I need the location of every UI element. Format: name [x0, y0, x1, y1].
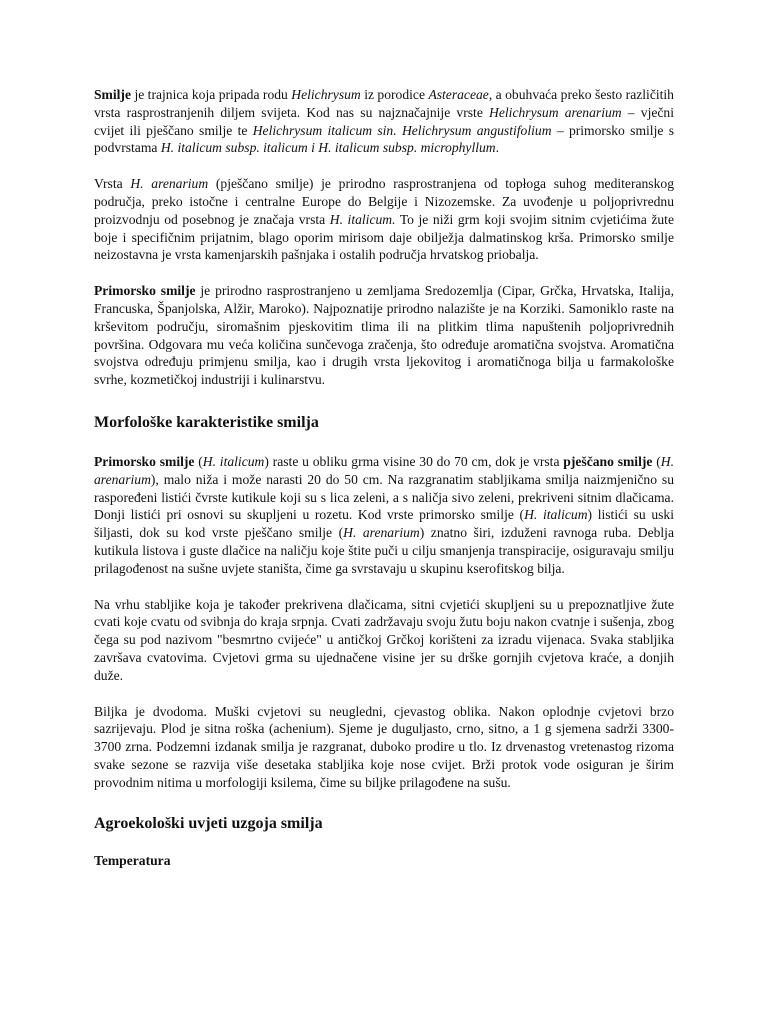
- text-run: (: [652, 453, 661, 469]
- species-name: H. arenarium: [343, 525, 420, 541]
- text-run: – vječni cvijet ili pješčano smilje te: [94, 104, 674, 138]
- term-pjescano-smilje: pješčano smilje: [563, 453, 653, 469]
- document-body: [94, 86, 674, 870]
- text-run: ) listići su uski šiljasti, dok su kod vrste pješčano smilje (: [94, 507, 674, 541]
- term-primorsko-smilje: Primorsko smilje: [94, 453, 195, 469]
- term-smilje: Smilje: [94, 87, 131, 102]
- paragraph-morphology: [94, 453, 674, 578]
- paragraph-intro: [94, 86, 674, 157]
- species-name: Helichrysum italicum sin. Helichrysum angustifolium: [252, 122, 552, 138]
- text-run: To je niži grm koji svojim sitnim cvjetićima žute boje i specifičnim prijatnim, blago oporim mirisom daje obilježja dalmatinskog krša. Primorsko smilje neizostavna je vrsta kamenjarskih pašnjaka i ostalih područja hrvatskog priobalja.: [94, 211, 674, 263]
- text-run: je prirodno rasprostranjeno u zemljama Sredozemlja (Cipar, Grčka, Hrvatska, Italija, Francuska, Španjolska, Alžir, Maroko). Najpoznatije prirodno nalazište je na Korziki. Samoniklo raste na krševitom području, siromašnim pjeskovitim tlima ili na plitkim tlima napuštenih poljoprivrednih površina. Odgovara mu veća količina sunčevoga zračenja, što određuje aromatična svojstva. Aromatična svojstva određuju primjenu smilja, kao i drugih vrsta ljekovitog i aromatičnoga bilja u farmakološke svrhe, kozmetičkoj industriji i kulinarstvu.: [94, 283, 674, 388]
- text-run: , a obuhvaća preko šesto različitih vrsta rasprostranjenih diljem svijeta. Kod nas su najznačajnije vrste: [94, 87, 674, 120]
- species-name: H. italicum: [524, 507, 588, 523]
- species-name: H. italicum: [202, 453, 265, 469]
- text-run: iz porodice: [360, 87, 429, 102]
- family-name: Asteraceae: [428, 87, 489, 102]
- species-name: H. arenarium: [130, 176, 209, 192]
- genus-name: Helichrysum: [291, 87, 361, 102]
- text-run: ), malo niža i može narasti 20 do 50 cm. Na razgranatim stabljikama smilja naizmjenično su raspoređeni listići čvrste kutikule koji su s lica zeleni, a s naličja sivo zeleni, prekriveni sitnim dlačicama. Donji listići pri osnovi su skupljeni u rozetu. Kod vrste primorsko smilje (: [94, 471, 674, 523]
- section-heading-agroecology: Agroekološki uvjeti uzgoja smilja: [94, 814, 323, 832]
- text-run: Vrsta: [94, 176, 131, 192]
- paragraph-arenarium: [94, 175, 674, 264]
- text-run: .: [495, 140, 500, 156]
- paragraph-primorsko: [94, 282, 674, 389]
- text-run: je trajnica koja pripada rodu: [131, 87, 292, 102]
- text-run: Biljka je dvodoma. Muški cvjetovi su neugledni, cjevastog oblika. Nakon oplodnje cvjetovi brzo sazrijevaju. Plod je sitna roška (achenium). Sjeme je duguljasto, crno, sitno, a 1 g sjemena sadrži 3300-3700 zrna. Podzemni izdanak smilja je razgranat, duboko prodire u tlo. Iz drvenastog vretenastog rizoma svake sezone se razvija više desetaka stabljika koje nose cvijet. Brži protok vode osiguran je širim provodnim nitima u morfologiji ksilema, čime su biljke prilagođene na sušu.: [94, 703, 674, 790]
- section-heading-morphology: Morfološke karakteristike smilja: [94, 413, 319, 431]
- paragraph-reproduction: [94, 703, 674, 792]
- subheading-temperature: Temperatura: [94, 852, 171, 868]
- text-run: (: [194, 453, 203, 469]
- species-name: H. arenarium: [94, 453, 674, 487]
- term-primorsko-smilje: Primorsko smilje: [94, 283, 196, 299]
- text-run: Na vrhu stabljike koja je također prekrivena dlačicama, sitni cvjetići skupljeni su u prepoznatljive žute cvati koje cvatu od svibnja do kraja srpnja. Cvati zadržavaju svoju žutu boju nakon cvatnje i sušenja, zbog čega su pod nazivom "besmrtno cvijeće" u antičkoj Grčkoj korišteni za izradu vijenaca. Svaka stabljika završava cvatovima. Cvjetovi grma su ujednačene visine jer su drške gornjih cvjetova kraće, a donjih duže.: [94, 596, 674, 683]
- species-name: Helichrysum arenarium: [489, 104, 622, 120]
- subspecies-names: H. italicum subsp. italicum i H. italicum subsp. microphyllum: [160, 140, 496, 156]
- text-run: ) znatno širi, izduženi ravnoga ruba. Deblja kutikula listova i guste dlačice na naličju koje štite puči u cilju smanjenja transpiracije, osiguravaju smilju prilagođenost na sušne uvjete staništa, čime ga svrstavaju u skupinu kserofitskog bilja.: [94, 525, 674, 576]
- text-run: (pješčano smilje) je prirodno rasprostranjena od topłoga suhog mediteranskog područja, preko istočne i centralne Europe do Belgije i Nizozemske. Za uvođenje u poljoprivrednu proizvodnju od posebnog je značaja vrsta: [94, 176, 674, 227]
- species-name: H. italicum.: [329, 211, 396, 227]
- text-run: – primorsko smilje s podvrstama: [94, 122, 674, 156]
- text-run: ) raste u obliku grma visine 30 do 70 cm, dok je vrsta: [264, 453, 564, 469]
- paragraph-flowers: [94, 596, 674, 685]
